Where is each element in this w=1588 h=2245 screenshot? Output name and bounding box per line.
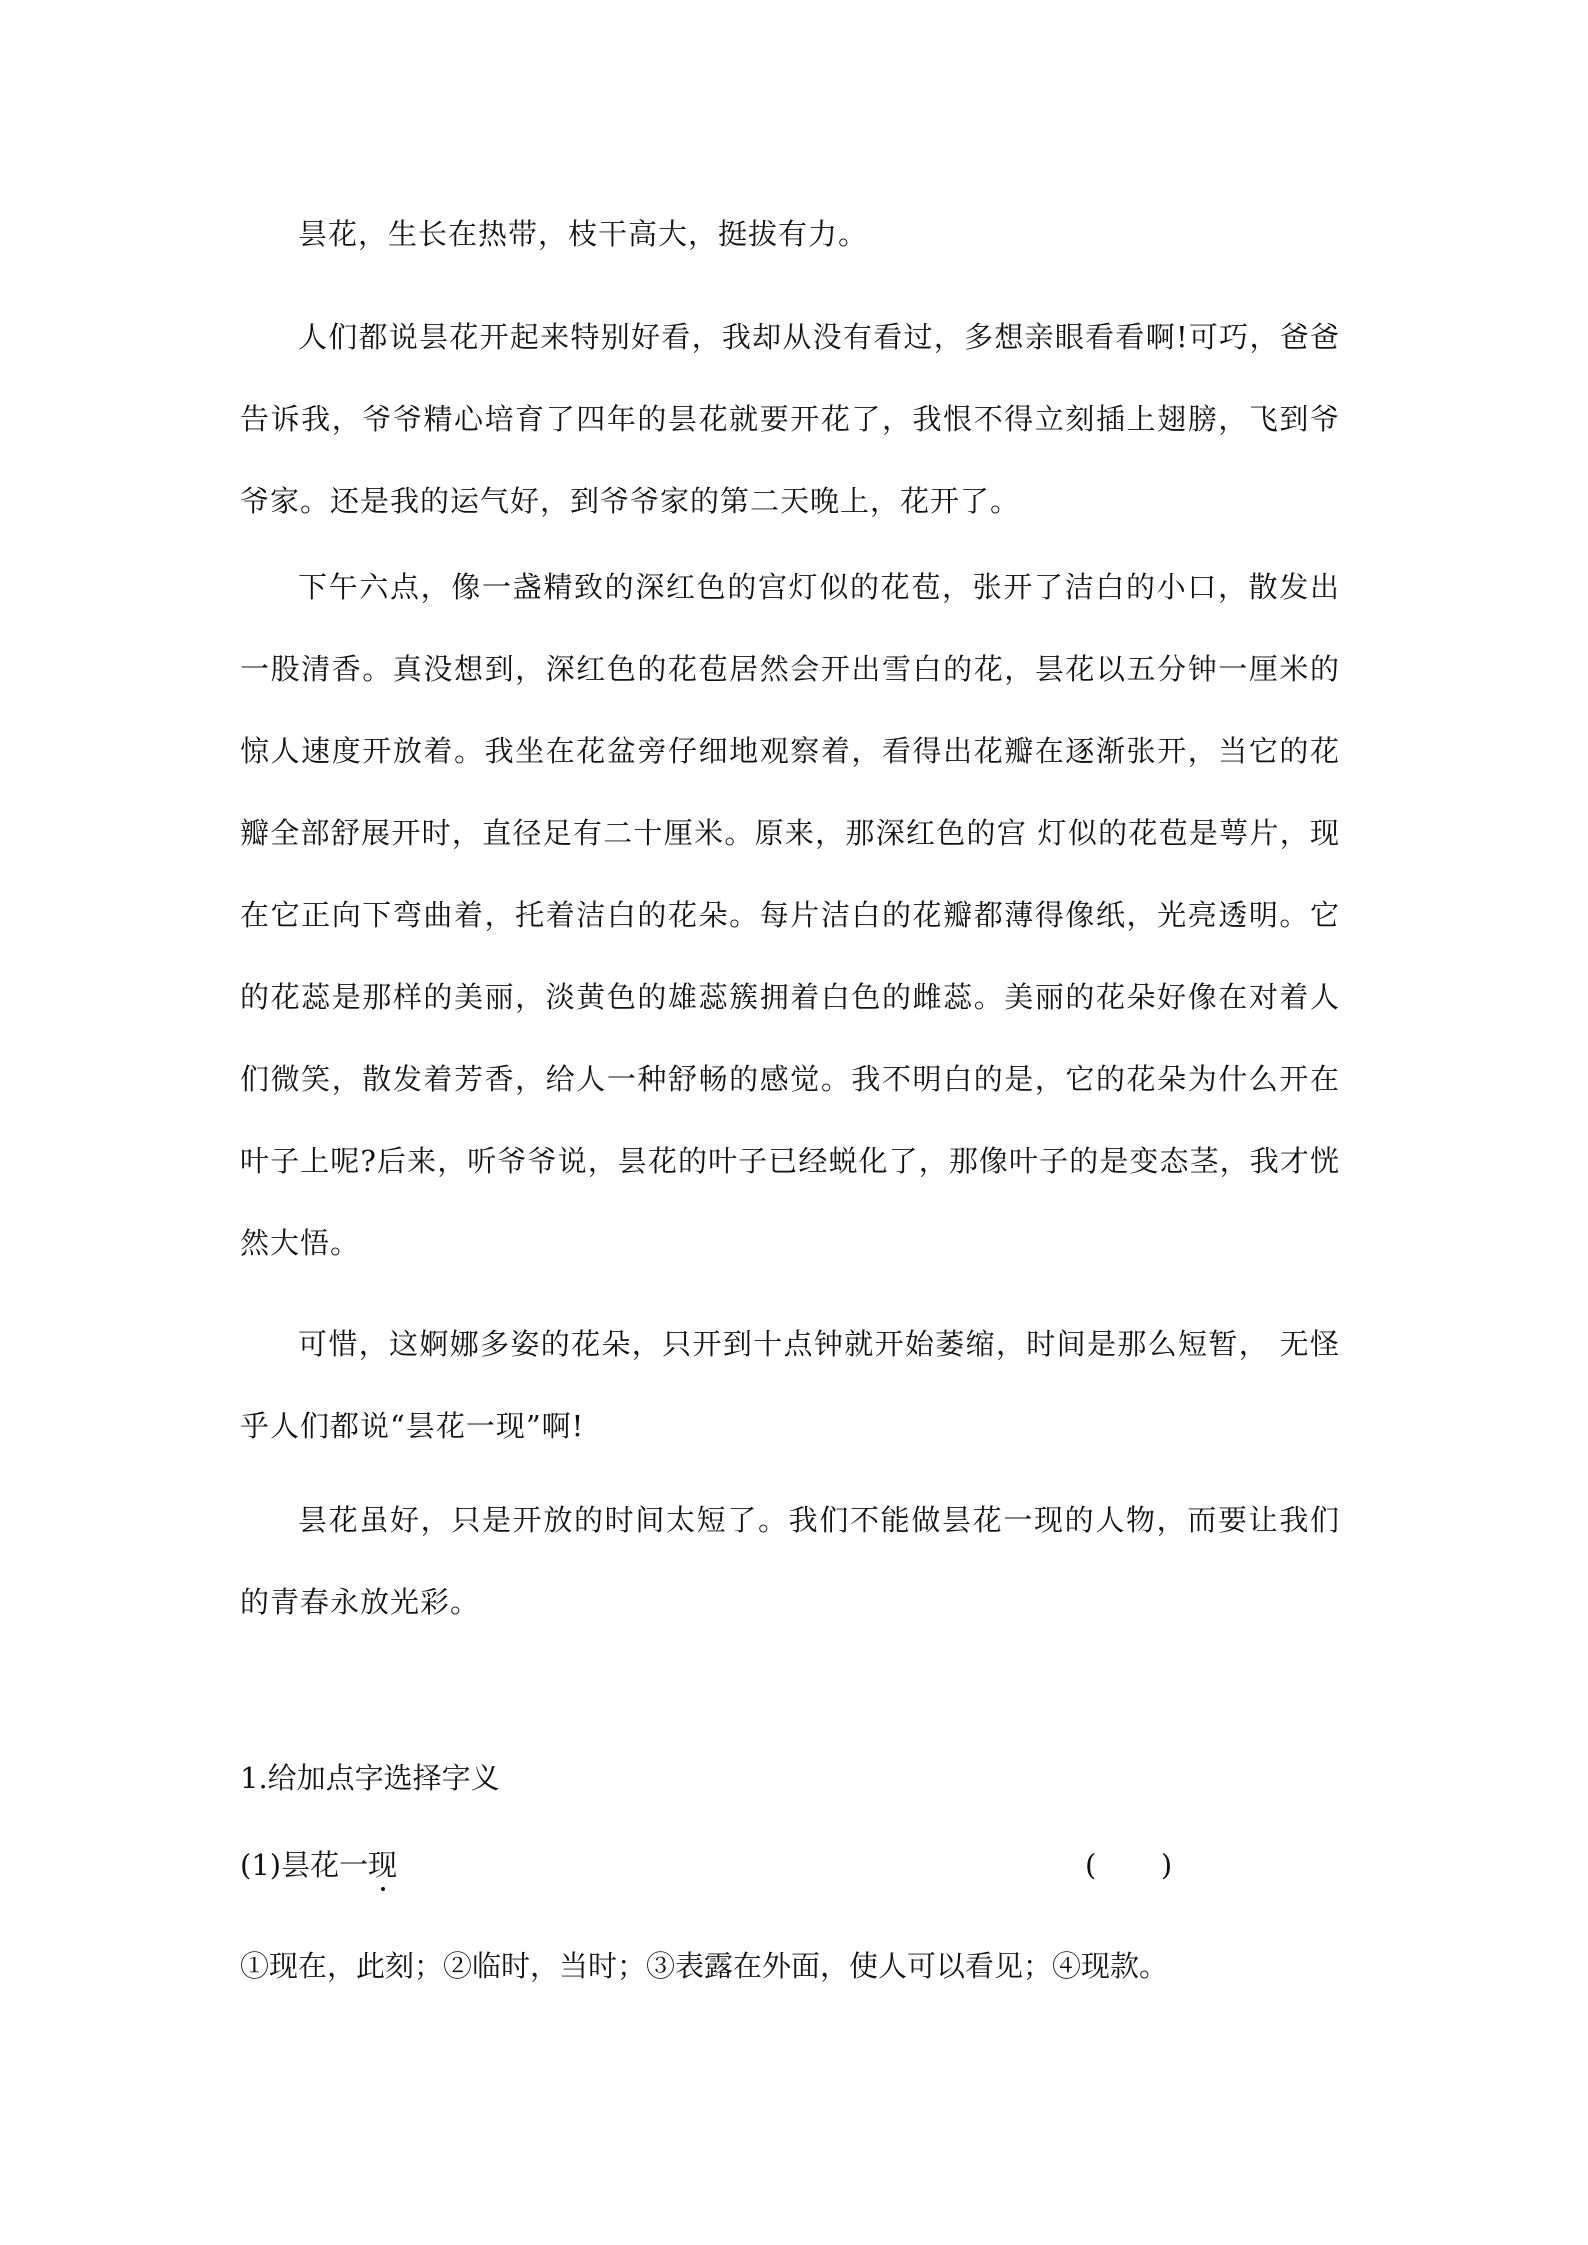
paragraph-5: 昙花虽好，只是开放的时间太短了。我们不能做昙花一现的人物，而要让我们的青春永放光彩。 [240, 1503, 1340, 1619]
paragraph-4: 可惜，这婀娜多姿的花朵，只开到十点钟就开始萎缩，时间是那么短暂， 无怪乎人们都说“昙花一现”啊! [240, 1327, 1340, 1443]
dotted-character: 现 [368, 1845, 397, 1885]
paragraph-1: 昙花，生长在热带，枝干高大，挺拔有力。 [298, 217, 869, 251]
paragraph-3: 下午六点，像一盏精致的深红色的宫灯似的花苞，张开了洁白的小口，散发出一股清香。真没想到，深红色的花苞居然会开出雪白的花，昙花以五分钟一厘米的惊人速度开放着。我坐在花盆旁仔细地观察着，看得出花瓣在逐渐张开，当它的花瓣全部舒展开时，直径足有二十厘米。原来，那深红色的宫 灯似的花苞是萼片，现在它正向下弯曲着，托着洁白的花朵。每片洁白的花瓣都薄得像纸，光亮透明。它的花蕊是那样的美丽，淡黄色的雄蕊簇拥着白色的雌蕊。美丽的花朵好像在对着人们微笑，散发着芳香，给人一种舒畅的感觉。我不明白的是，它的花朵为什么开在叶子上呢?后来，听爷爷说，昙花的叶子已经蜕化了，那像叶子的是变态茎，我才恍然大悟。 [240, 570, 1340, 1260]
question-options: ①现在，此刻；②临时，当时；③表露在外面，使人可以看见；④现款。 [240, 1949, 1169, 1983]
question-item-1 [240, 1845, 397, 1885]
paragraph-2: 人们都说昙花开起来特别好看，我却从没有看过，多想亲眼看看啊!可巧，爸爸告诉我，爷爷精心培育了四年的昙花就要开花了，我恨不得立刻插上翅膀，飞到爷爷家。还是我的运气好，到爷爷家的第二天晚上，花开了。 [240, 320, 1340, 518]
question-item-text: (1)昙花一 [240, 1848, 369, 1882]
question-title: 1.给加点字选择字义 [240, 1761, 500, 1795]
answer-blank[interactable]: ( ) [1085, 1848, 1173, 1882]
